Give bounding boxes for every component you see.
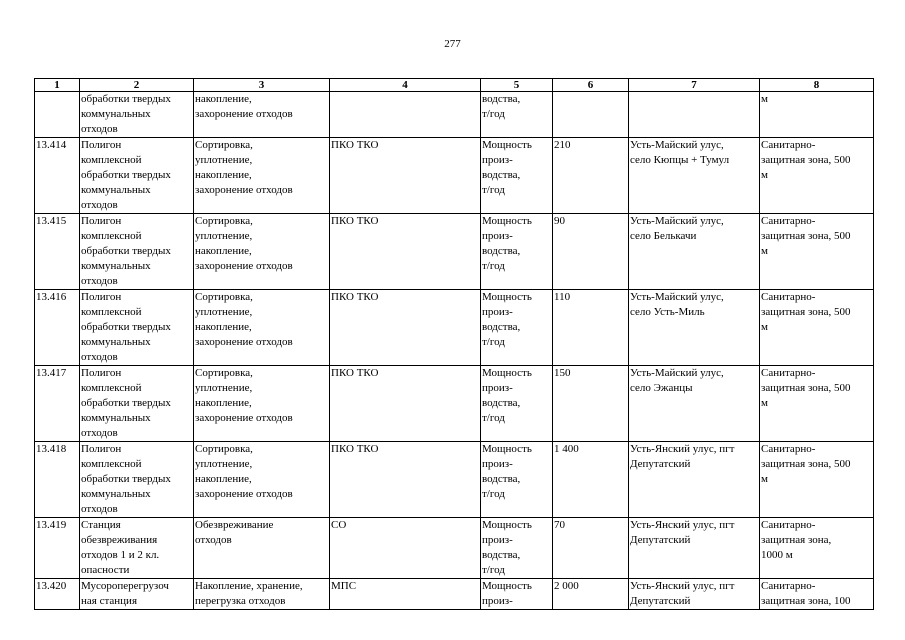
cell-indicator xyxy=(481,290,553,366)
cell-facility-name xyxy=(80,290,194,366)
cell-number xyxy=(35,518,80,579)
header-col-1: 1 xyxy=(35,79,80,92)
cell-number-text: 13.415 xyxy=(36,215,67,227)
cell-location-text: Усть-Янский улус, пгт Депутатский xyxy=(630,519,735,546)
header-col-8: 8 xyxy=(760,79,874,92)
cell-location xyxy=(629,579,760,610)
header-col-4: 4 xyxy=(330,79,481,92)
cell-location xyxy=(629,138,760,214)
cell-protection-zone xyxy=(760,518,874,579)
cell-indicator xyxy=(481,366,553,442)
cell-activity-text: Сортировка, уплотнение, накопление, захоронение отходов xyxy=(195,443,293,500)
cell-activity xyxy=(194,138,330,214)
cell-indicator-text: Мощность произ- водства, т/год xyxy=(482,519,532,576)
cell-facility-type-text: ПКО ТКО xyxy=(331,291,379,303)
cell-capacity-value xyxy=(553,92,629,138)
cell-protection-zone xyxy=(760,579,874,610)
table-row xyxy=(35,214,874,290)
cell-protection-zone-text: Санитарно- защитная зона, 500 м xyxy=(761,443,851,485)
cell-capacity-value-text: 150 xyxy=(554,367,571,379)
cell-location-text: Усть-Янский улус, пгт Депутатский xyxy=(630,580,735,607)
cell-capacity-value-text: 70 xyxy=(554,519,565,531)
cell-indicator xyxy=(481,518,553,579)
cell-capacity-value-text: 1 400 xyxy=(554,443,579,455)
cell-facility-type xyxy=(330,579,481,610)
cell-facility-type-text: СО xyxy=(331,519,347,531)
cell-indicator-text: Мощность произ- водства, т/год xyxy=(482,215,532,272)
cell-facility-type-text: ПКО ТКО xyxy=(331,215,379,227)
cell-number xyxy=(35,442,80,518)
cell-protection-zone-text: Санитарно- защитная зона, 500 м xyxy=(761,139,851,181)
page-number: 277 xyxy=(444,38,461,50)
cell-protection-zone xyxy=(760,290,874,366)
cell-location xyxy=(629,366,760,442)
cell-facility-name xyxy=(80,138,194,214)
cell-activity-text: Сортировка, уплотнение, накопление, захоронение отходов xyxy=(195,139,293,196)
cell-facility-type xyxy=(330,366,481,442)
cell-facility-type-text: ПКО ТКО xyxy=(331,443,379,455)
cell-capacity-value xyxy=(553,366,629,442)
cell-facility-name xyxy=(80,214,194,290)
cell-activity xyxy=(194,290,330,366)
cell-facility-name xyxy=(80,442,194,518)
cell-activity xyxy=(194,442,330,518)
cell-activity-text: Сортировка, уплотнение, накопление, захоронение отходов xyxy=(195,215,293,272)
cell-location-text: Усть-Майский улус, село Эжанцы xyxy=(630,367,724,394)
cell-facility-name-text: Полигон комплексной обработки твердых коммунальных отходов xyxy=(81,291,171,363)
cell-indicator-text: Мощность произ- водства, т/год xyxy=(482,367,532,424)
cell-facility-type xyxy=(330,518,481,579)
cell-facility-name-text: Полигон комплексной обработки твердых коммунальных отходов xyxy=(81,443,171,515)
cell-location xyxy=(629,214,760,290)
cell-indicator-text: Мощность произ- водства, т/год xyxy=(482,139,532,196)
cell-indicator-text: Мощность произ- водства, т/год xyxy=(482,291,532,348)
cell-protection-zone-text: Санитарно- защитная зона, 500 м xyxy=(761,367,851,409)
cell-facility-name xyxy=(80,92,194,138)
cell-number-text: 13.416 xyxy=(36,291,67,303)
cell-protection-zone xyxy=(760,214,874,290)
table-row xyxy=(35,92,874,138)
cell-capacity-value xyxy=(553,579,629,610)
cell-indicator xyxy=(481,214,553,290)
header-row xyxy=(35,79,874,92)
cell-facility-type-text: МПС xyxy=(331,580,357,592)
cell-number xyxy=(35,214,80,290)
cell-number xyxy=(35,290,80,366)
cell-number xyxy=(35,138,80,214)
cell-facility-name xyxy=(80,579,194,610)
table-row xyxy=(35,290,874,366)
cell-activity-text: Накопление, хранение, перегрузка отходов xyxy=(195,580,303,607)
cell-indicator xyxy=(481,92,553,138)
cell-capacity-value-text: 210 xyxy=(554,139,571,151)
table-header xyxy=(35,79,874,92)
cell-facility-type-text: ПКО ТКО xyxy=(331,367,379,379)
cell-capacity-value-text: 90 xyxy=(554,215,565,227)
cell-facility-type xyxy=(330,290,481,366)
table-body xyxy=(35,92,874,610)
cell-number xyxy=(35,366,80,442)
table-row xyxy=(35,518,874,579)
cell-activity-text: Сортировка, уплотнение, накопление, захоронение отходов xyxy=(195,367,293,424)
cell-activity-text: Сортировка, уплотнение, накопление, захоронение отходов xyxy=(195,291,293,348)
cell-facility-name-text: Полигон комплексной обработки твердых коммунальных отходов xyxy=(81,139,171,211)
cell-facility-name xyxy=(80,518,194,579)
cell-location xyxy=(629,518,760,579)
cell-protection-zone-text: Санитарно- защитная зона, 1000 м xyxy=(761,519,832,561)
cell-facility-type xyxy=(330,138,481,214)
cell-capacity-value-text: 2 000 xyxy=(554,580,579,592)
table-row xyxy=(35,138,874,214)
waste-facilities-table xyxy=(34,78,874,610)
cell-capacity-value xyxy=(553,290,629,366)
cell-location-text: Усть-Майский улус, село Усть-Миль xyxy=(630,291,724,318)
cell-activity xyxy=(194,214,330,290)
cell-facility-type xyxy=(330,92,481,138)
cell-number-text: 13.418 xyxy=(36,443,67,455)
header-col-5: 5 xyxy=(481,79,553,92)
cell-facility-type-text: ПКО ТКО xyxy=(331,139,379,151)
cell-facility-name-text: Станция обезвреживания отходов 1 и 2 кл. опасности xyxy=(81,519,160,576)
cell-number-text: 13.417 xyxy=(36,367,67,379)
cell-protection-zone-text: Санитарно- защитная зона, 500 м xyxy=(761,291,851,333)
cell-facility-name-text: Полигон комплексной обработки твердых коммунальных отходов xyxy=(81,367,171,439)
cell-activity xyxy=(194,366,330,442)
cell-facility-name-text: Мусороперегрузоч ная станция xyxy=(81,580,169,607)
cell-activity-text: Обезвреживание отходов xyxy=(195,519,274,546)
cell-protection-zone xyxy=(760,442,874,518)
header-col-7: 7 xyxy=(629,79,760,92)
header-col-2: 2 xyxy=(80,79,194,92)
cell-protection-zone-text: м xyxy=(761,93,768,105)
cell-activity xyxy=(194,579,330,610)
cell-number xyxy=(35,579,80,610)
cell-capacity-value xyxy=(553,138,629,214)
cell-location-text: Усть-Майский улус, село Белькачи xyxy=(630,215,724,242)
cell-capacity-value xyxy=(553,518,629,579)
cell-indicator xyxy=(481,138,553,214)
table-row xyxy=(35,366,874,442)
table-row xyxy=(35,579,874,610)
cell-location xyxy=(629,442,760,518)
cell-number xyxy=(35,92,80,138)
cell-indicator xyxy=(481,442,553,518)
cell-capacity-value xyxy=(553,442,629,518)
header-col-3: 3 xyxy=(194,79,330,92)
cell-protection-zone-text: Санитарно- защитная зона, 500 м xyxy=(761,215,851,257)
cell-indicator-text: водства, т/год xyxy=(482,93,521,120)
table-row xyxy=(35,442,874,518)
cell-protection-zone xyxy=(760,92,874,138)
cell-capacity-value-text: 110 xyxy=(554,291,571,303)
cell-indicator-text: Мощность произ- xyxy=(482,580,532,607)
cell-indicator xyxy=(481,579,553,610)
cell-protection-zone xyxy=(760,366,874,442)
cell-location-text: Усть-Майский улус, село Кюпцы + Тумул xyxy=(630,139,730,166)
cell-protection-zone-text: Санитарно- защитная зона, 100 xyxy=(761,580,851,607)
cell-location-text: Усть-Янский улус, пгт Депутатский xyxy=(630,443,735,470)
cell-capacity-value xyxy=(553,214,629,290)
cell-location xyxy=(629,92,760,138)
cell-facility-type xyxy=(330,214,481,290)
cell-number-text: 13.414 xyxy=(36,139,67,151)
cell-location xyxy=(629,290,760,366)
cell-facility-type xyxy=(330,442,481,518)
cell-facility-name-text: обработки твердых коммунальных отходов xyxy=(81,93,171,135)
cell-facility-name xyxy=(80,366,194,442)
cell-protection-zone xyxy=(760,138,874,214)
cell-activity xyxy=(194,92,330,138)
cell-number-text: 13.420 xyxy=(36,580,67,592)
cell-number-text: 13.419 xyxy=(36,519,67,531)
cell-activity xyxy=(194,518,330,579)
header-col-6: 6 xyxy=(553,79,629,92)
cell-facility-name-text: Полигон комплексной обработки твердых коммунальных отходов xyxy=(81,215,171,287)
cell-activity-text: накопление, захоронение отходов xyxy=(195,93,293,120)
cell-indicator-text: Мощность произ- водства, т/год xyxy=(482,443,532,500)
